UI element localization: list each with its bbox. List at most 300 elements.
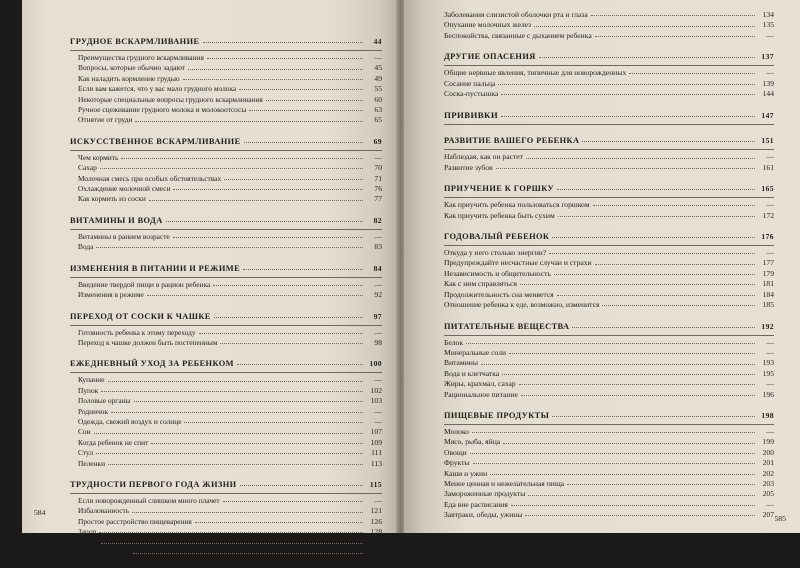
dot-leader xyxy=(151,442,363,444)
toc-item-title: Купание xyxy=(78,375,105,385)
toc-item-title: Минеральные соли xyxy=(444,347,507,357)
toc-item xyxy=(70,290,382,300)
toc-item-page: — xyxy=(374,231,382,241)
toc-item-page: 70 xyxy=(374,163,382,173)
toc-item xyxy=(70,548,382,558)
toc-item-page: — xyxy=(766,347,774,357)
toc-item-title: Независимость и общительность xyxy=(444,268,551,278)
dot-leader xyxy=(503,442,755,444)
toc-item-title: Вода xyxy=(78,242,94,252)
left-toc-column xyxy=(70,36,382,568)
toc-item xyxy=(70,95,382,105)
toc-item xyxy=(444,390,774,400)
toc-item xyxy=(70,194,382,204)
toc-section xyxy=(444,183,774,221)
section-heading-page: 84 xyxy=(373,263,382,273)
dot-leader xyxy=(602,304,755,306)
toc-item xyxy=(444,258,774,268)
toc-section xyxy=(70,479,382,558)
dot-leader xyxy=(519,383,755,385)
toc-item-page: — xyxy=(374,406,382,416)
toc-item xyxy=(444,68,774,78)
toc-item-title: Чем кормить xyxy=(78,152,119,162)
section-heading xyxy=(444,183,774,198)
dot-leader xyxy=(593,204,755,206)
toc-item-page: 130 xyxy=(370,537,382,547)
toc-item xyxy=(70,375,382,385)
toc-item-title: Готовность ребенка к этому переходу xyxy=(78,327,196,337)
dot-leader xyxy=(121,157,363,159)
toc-item xyxy=(70,63,382,73)
toc-item xyxy=(70,105,382,115)
dot-leader xyxy=(472,431,755,433)
dot-leader xyxy=(133,552,363,554)
dot-leader xyxy=(135,120,363,122)
toc-item-page: 200 xyxy=(762,447,774,457)
toc-item-title: Как кормить из соски xyxy=(78,194,146,204)
toc-item-page: 76 xyxy=(374,184,382,194)
toc-item-title: Отнятие от груди xyxy=(78,115,133,125)
dot-leader xyxy=(595,263,755,265)
toc-item-page: 205 xyxy=(762,489,774,499)
left-page xyxy=(22,0,398,557)
toc-item-page: 109 xyxy=(370,437,382,447)
toc-item-page: 92 xyxy=(374,290,382,300)
toc-item-page: 201 xyxy=(762,458,774,468)
toc-item-title: Жиры, крахмал, сахар xyxy=(444,379,516,389)
section-heading-page: 198 xyxy=(761,410,774,420)
dot-leader xyxy=(220,342,363,344)
toc-item xyxy=(444,20,774,30)
toc-item xyxy=(70,538,382,548)
dot-leader xyxy=(237,363,363,365)
toc-item xyxy=(70,506,382,516)
section-heading-page: 44 xyxy=(373,37,382,46)
dot-leader xyxy=(239,88,363,90)
section-heading-page: 176 xyxy=(761,232,774,242)
toc-item-page: 161 xyxy=(762,162,774,172)
dot-leader xyxy=(243,268,363,270)
dot-leader xyxy=(101,390,363,392)
toc-item xyxy=(444,300,774,310)
toc-item-title: Как наладить кормление грудью xyxy=(78,73,180,83)
toc-item xyxy=(70,427,382,437)
toc-item-page: 185 xyxy=(762,300,774,310)
dot-leader xyxy=(595,35,755,37)
toc-item-page: 49 xyxy=(374,73,382,83)
toc-item xyxy=(444,152,774,162)
right-page xyxy=(404,0,800,533)
section-heading-title: ИЗМЕНЕНИЯ В ПИТАНИИ И РЕЖИМЕ xyxy=(70,263,241,273)
dot-leader xyxy=(526,157,755,159)
toc-item xyxy=(444,269,774,279)
toc-item xyxy=(70,174,382,184)
toc-item-title: Введение твердой пищи в рацион ребенка xyxy=(78,279,211,289)
toc-item-page: 139 xyxy=(762,78,774,88)
toc-item-title: Простое расстройство пищеварения xyxy=(78,516,192,526)
toc-item-title: Откуда у него столько энергии? xyxy=(444,248,547,258)
toc-item-page: 60 xyxy=(374,94,382,104)
toc-item xyxy=(444,358,774,368)
toc-item-title: Витамины в раннем возрасте xyxy=(78,231,170,241)
toc-item-title: Сосание пальца xyxy=(444,78,496,88)
toc-item-title: Понос xyxy=(78,537,99,547)
toc-item-page: 71 xyxy=(374,173,382,183)
toc-item xyxy=(70,232,382,242)
toc-item-title: Половые органы xyxy=(78,396,131,406)
dot-leader xyxy=(244,141,363,143)
section-items xyxy=(70,232,382,253)
toc-item-page: 181 xyxy=(762,279,774,289)
right-sections xyxy=(444,51,774,520)
toc-item-page: — xyxy=(766,337,774,347)
dot-leader xyxy=(481,363,755,365)
dot-leader xyxy=(147,294,363,296)
section-heading-page: 147 xyxy=(761,111,774,121)
toc-item xyxy=(444,200,774,210)
dot-leader xyxy=(591,14,755,16)
toc-item-page: 121 xyxy=(370,506,382,516)
toc-item-page: 98 xyxy=(374,337,382,347)
dot-leader xyxy=(134,400,363,402)
toc-item-title: Еда вне расписания xyxy=(444,499,508,509)
section-heading xyxy=(444,231,774,246)
toc-item xyxy=(70,53,382,63)
section-heading xyxy=(70,311,382,326)
toc-item-title: Молочная смесь при особых обстоятельствах xyxy=(78,173,222,183)
toc-item xyxy=(70,242,382,252)
dot-leader xyxy=(207,57,363,59)
section-heading-title: ПРИУЧЕНИЕ К ГОРШКУ xyxy=(444,184,555,194)
left-page-number: 584 xyxy=(34,508,46,517)
toc-item xyxy=(70,407,382,417)
dot-leader xyxy=(183,78,363,80)
toc-section xyxy=(70,36,382,126)
section-heading-title: ГОДОВАЛЫЙ РЕБЕНОК xyxy=(444,232,550,242)
dot-leader xyxy=(557,188,755,190)
toc-item-title: Беспокойства, связанные с дыханием ребенка xyxy=(444,30,592,40)
toc-section xyxy=(444,231,774,310)
dot-leader xyxy=(149,199,363,201)
toc-item-title: Завтраки, обеды, ужины xyxy=(444,510,523,520)
section-items xyxy=(70,153,382,205)
toc-item-page: 128 xyxy=(370,527,382,537)
toc-item-title: Как приучить ребенка пользоваться горшком xyxy=(444,200,590,210)
dot-leader xyxy=(213,284,363,286)
section-items xyxy=(70,280,382,301)
dot-leader xyxy=(557,294,755,296)
toc-item-title: Витамины xyxy=(444,358,478,368)
section-heading xyxy=(444,410,774,425)
toc-section xyxy=(70,358,382,469)
toc-item xyxy=(444,489,774,499)
toc-item xyxy=(444,379,774,389)
section-heading-page: 192 xyxy=(761,321,774,331)
section-heading xyxy=(70,263,382,278)
dot-leader xyxy=(223,500,363,502)
lead-items-group xyxy=(444,10,774,41)
toc-item xyxy=(70,184,382,194)
dot-leader xyxy=(552,236,755,238)
toc-item-page: — xyxy=(374,152,382,162)
toc-item-title: Как с ним справляться xyxy=(444,279,518,289)
toc-item xyxy=(70,338,382,348)
toc-item-page: — xyxy=(374,327,382,337)
toc-item-page: 177 xyxy=(762,258,774,268)
toc-item-title: Отношение ребенка к еде, возможно, изменится xyxy=(444,300,600,310)
dot-leader xyxy=(173,188,363,190)
section-heading-page: 100 xyxy=(369,359,382,369)
toc-item-page: 184 xyxy=(762,289,774,299)
toc-item-title: Менее ценная и нежелательная пища xyxy=(444,478,565,488)
toc-item-page: 144 xyxy=(762,89,774,99)
section-heading-title: ПРИВИВКИ xyxy=(444,110,499,121)
section-heading-page: 151 xyxy=(761,136,774,146)
section-heading-title: ИСКУССТВЕННОЕ ВСКАРМЛИВАНИЕ xyxy=(70,136,241,146)
dot-leader xyxy=(111,411,363,413)
toc-item xyxy=(444,31,774,41)
toc-section xyxy=(70,311,382,349)
toc-item-page: — xyxy=(374,375,382,385)
section-heading xyxy=(70,479,382,494)
toc-item-page: 113 xyxy=(370,458,382,468)
toc-item xyxy=(70,527,382,537)
dot-leader xyxy=(501,93,755,95)
toc-item xyxy=(70,448,382,458)
dot-leader xyxy=(498,83,755,85)
dot-leader xyxy=(572,326,755,328)
toc-item-page: 126 xyxy=(370,516,382,526)
toc-item-page: — xyxy=(374,53,382,62)
dot-leader xyxy=(525,514,755,516)
section-items xyxy=(70,328,382,349)
dot-leader xyxy=(266,99,363,101)
dot-leader xyxy=(511,504,755,506)
toc-item-page: 107 xyxy=(370,427,382,437)
toc-item-title: Вопросы, которые обычно задают xyxy=(78,63,186,73)
toc-item-page: — xyxy=(766,379,774,389)
toc-item-title: Если вам кажется, что у вас мало грудного молока xyxy=(78,84,237,94)
toc-item-title: Вода и клетчатка xyxy=(444,368,500,378)
section-items xyxy=(70,496,382,558)
toc-item-title: Сон xyxy=(78,427,91,437)
section-heading xyxy=(444,321,774,336)
toc-item xyxy=(70,84,382,94)
section-heading xyxy=(70,358,382,373)
toc-item-title: Овощи xyxy=(444,447,467,457)
toc-item-title: Рациональное питание xyxy=(444,389,518,399)
section-heading-title: ВИТАМИНЫ И ВОДА xyxy=(70,215,163,225)
toc-section xyxy=(444,135,774,173)
toc-item-title: Каши и ужин xyxy=(444,468,488,478)
toc-item-page: 55 xyxy=(374,84,382,94)
toc-item-title: Кожные явления xyxy=(78,548,131,557)
dot-leader xyxy=(567,483,755,485)
section-heading-title: ГРУДНОЕ ВСКАРМЛИВАНИЕ xyxy=(70,37,200,46)
toc-section xyxy=(70,263,382,301)
toc-item xyxy=(444,211,774,221)
dot-leader xyxy=(240,484,363,486)
dot-leader xyxy=(629,72,755,74)
toc-item xyxy=(70,280,382,290)
toc-item-page: — xyxy=(766,200,774,210)
dot-leader xyxy=(473,462,755,464)
toc-item-title: Заболевания слизистой оболочки рта и глаза xyxy=(444,10,588,19)
toc-section xyxy=(70,136,382,205)
toc-item-page: — xyxy=(766,68,774,78)
toc-item-page: — xyxy=(766,426,774,436)
toc-item-page: 195 xyxy=(762,368,774,378)
toc-item-page: 203 xyxy=(762,478,774,488)
toc-item-page: 103 xyxy=(370,396,382,406)
toc-item xyxy=(70,396,382,406)
toc-item xyxy=(444,348,774,358)
toc-item xyxy=(444,458,774,468)
toc-item-page: 77 xyxy=(374,194,382,204)
dot-leader xyxy=(96,246,363,248)
toc-item-page: 63 xyxy=(374,105,382,115)
toc-section xyxy=(444,51,774,99)
toc-item-title: Преимущества грудного вскармливания xyxy=(78,53,204,62)
dot-leader xyxy=(195,521,363,523)
dot-leader xyxy=(132,511,363,513)
section-items xyxy=(444,338,774,400)
dot-leader xyxy=(249,109,363,111)
section-heading-title: ПЕРЕХОД ОТ СОСКИ К ЧАШКЕ xyxy=(70,311,211,321)
toc-item-title: Сахар xyxy=(78,163,97,173)
dot-leader xyxy=(470,452,755,454)
toc-item-title: Если новорожденный слишком много плачет xyxy=(78,495,220,505)
dot-leader xyxy=(214,316,363,318)
toc-item-page: 193 xyxy=(762,358,774,368)
toc-item xyxy=(444,500,774,510)
dot-leader xyxy=(96,452,363,454)
section-heading xyxy=(444,109,774,125)
toc-section xyxy=(70,215,382,253)
toc-item-page: 179 xyxy=(762,268,774,278)
dot-leader xyxy=(108,463,363,465)
toc-item-title: Соска-пустышка xyxy=(444,89,499,99)
right-page-number: 585 xyxy=(774,514,786,523)
toc-item-page: 134 xyxy=(762,10,774,19)
toc-item xyxy=(444,427,774,437)
toc-item-title: Фрукты xyxy=(444,458,470,468)
toc-item xyxy=(70,153,382,163)
toc-item-page: 202 xyxy=(762,468,774,478)
toc-section xyxy=(444,410,774,521)
toc-item xyxy=(444,10,774,20)
toc-item-title: Продолжительность сна меняется xyxy=(444,289,554,299)
toc-item-title: Молоко xyxy=(444,426,469,436)
section-items xyxy=(70,375,382,469)
section-heading-title: ТРУДНОСТИ ПЕРВОГО ГОДА ЖИЗНИ xyxy=(70,479,237,489)
dot-leader xyxy=(528,494,755,496)
toc-item-title: Пеленки xyxy=(78,458,106,468)
toc-item-title: Изменения в режиме xyxy=(78,290,144,300)
section-items xyxy=(444,200,774,221)
toc-item-page: 83 xyxy=(374,242,382,252)
toc-item xyxy=(70,163,382,173)
toc-item-page: 135 xyxy=(762,20,774,30)
section-heading-title: ЕЖЕДНЕВНЫЙ УХОД ЗА РЕБЕНКОМ xyxy=(70,359,234,369)
section-items xyxy=(444,427,774,521)
toc-item-page: 111 xyxy=(371,448,382,458)
toc-item-title: Наблюдая, как он растет xyxy=(444,152,523,162)
toc-item-page: — xyxy=(766,499,774,509)
toc-item-title: Мясо, рыба, яйца xyxy=(444,437,501,447)
section-items xyxy=(444,68,774,99)
toc-item-page: — xyxy=(766,30,774,40)
section-heading xyxy=(70,136,382,151)
toc-item-title: Одежда, свежий воздух и солнце xyxy=(78,416,182,426)
section-items xyxy=(444,152,774,173)
dot-leader xyxy=(582,140,755,142)
dot-leader xyxy=(520,283,755,285)
section-heading xyxy=(444,135,774,150)
dot-leader xyxy=(490,473,755,475)
toc-item-page: — xyxy=(374,279,382,289)
dot-leader xyxy=(466,342,755,344)
section-heading-page: 97 xyxy=(373,311,382,321)
book-spread xyxy=(22,0,800,557)
toc-item-title: Развитие зубов xyxy=(444,162,493,172)
section-heading-page: 137 xyxy=(761,52,774,62)
toc-item xyxy=(444,79,774,89)
toc-item-title: Охлаждение молочной смеси xyxy=(78,184,171,194)
toc-item xyxy=(444,248,774,258)
toc-item-page: 199 xyxy=(762,437,774,447)
section-heading-title: ПИЩЕВЫЕ ПРОДУКТЫ xyxy=(444,410,550,420)
toc-item xyxy=(70,496,382,506)
toc-item-title: Когда ребенок не спит xyxy=(78,437,149,447)
section-heading-title: РАЗВИТИЕ ВАШЕГО РЕБЕНКА xyxy=(444,136,580,146)
toc-item xyxy=(444,89,774,99)
toc-item-title: Общие нервные явления, типичные для новорожденных xyxy=(444,68,627,78)
section-heading xyxy=(70,36,382,51)
section-items xyxy=(444,248,774,310)
toc-item-page: 45 xyxy=(374,63,382,73)
toc-item xyxy=(70,74,382,84)
toc-item-title: Белок xyxy=(444,337,464,347)
toc-item-title: Опухание молочных желез xyxy=(444,20,532,30)
toc-item-page: 133 xyxy=(370,548,382,557)
toc-item xyxy=(444,369,774,379)
dot-leader xyxy=(534,25,755,27)
toc-item xyxy=(444,279,774,289)
section-heading-page: 115 xyxy=(369,479,382,489)
toc-item-title: Стул xyxy=(78,448,94,458)
dot-leader xyxy=(502,373,755,375)
dot-leader xyxy=(558,215,755,217)
toc-item xyxy=(70,386,382,396)
toc-item-title: Предупреждайте несчастные случаи и страхи xyxy=(444,258,592,268)
section-heading-page: 165 xyxy=(761,184,774,194)
toc-item-title: Родничок xyxy=(78,406,109,416)
section-heading-page: 82 xyxy=(373,215,382,225)
toc-item xyxy=(70,417,382,427)
dot-leader xyxy=(100,167,363,169)
toc-item xyxy=(444,163,774,173)
toc-item xyxy=(70,438,382,448)
toc-item xyxy=(444,448,774,458)
dot-leader xyxy=(501,115,755,117)
dot-leader xyxy=(203,41,364,43)
section-heading xyxy=(444,51,774,66)
toc-item xyxy=(70,459,382,469)
toc-item-page: — xyxy=(374,495,382,505)
dot-leader xyxy=(188,68,363,70)
toc-section xyxy=(444,109,774,125)
